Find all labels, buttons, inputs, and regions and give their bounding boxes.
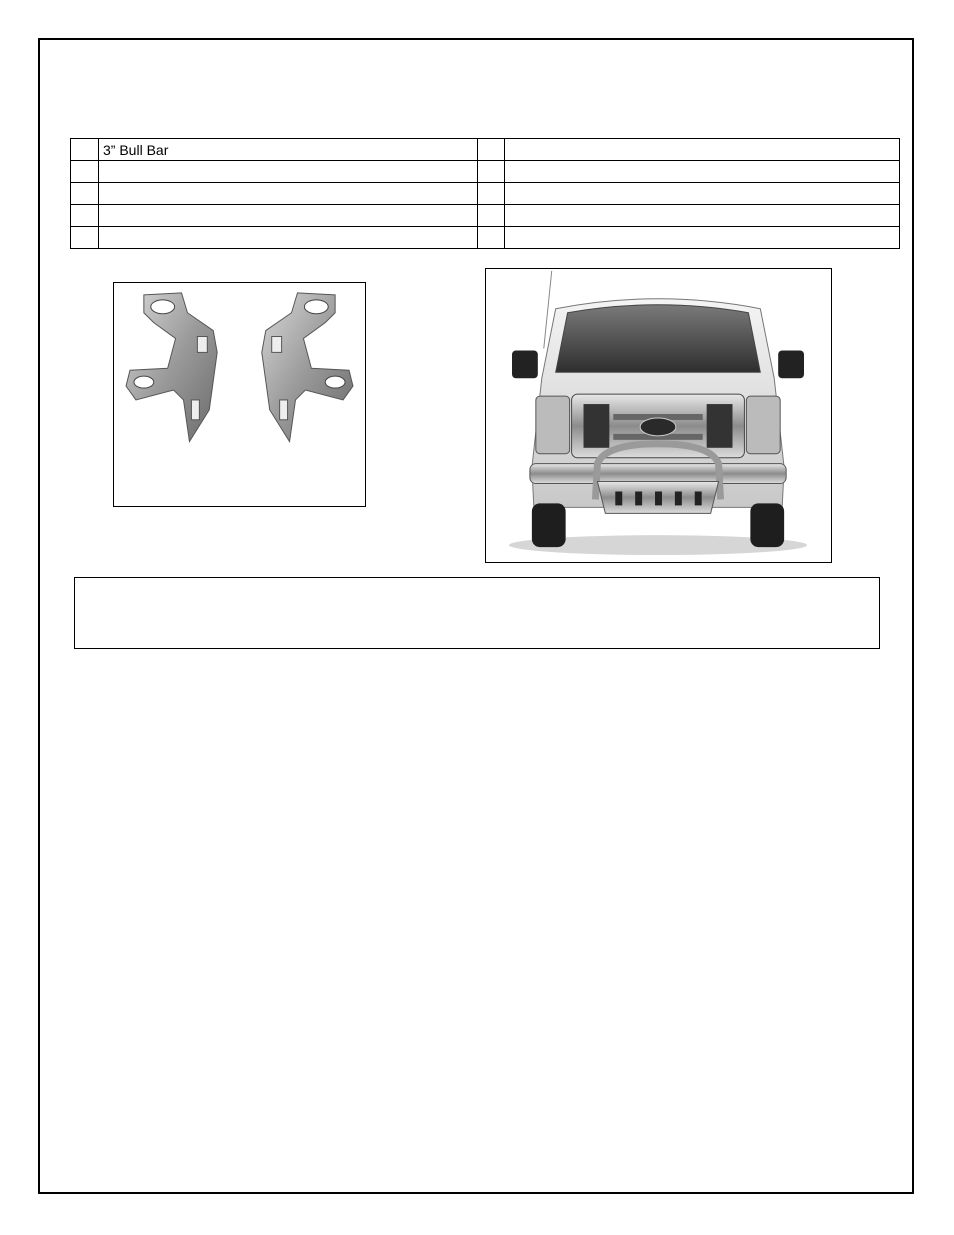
part-number-cell <box>478 139 505 161</box>
part-description-cell <box>99 227 478 249</box>
part-number-cell <box>71 227 99 249</box>
part-description-cell <box>505 161 900 183</box>
part-description-cell <box>99 183 478 205</box>
part-description-cell <box>505 205 900 227</box>
part-number-cell <box>71 139 99 161</box>
brand-emblem <box>640 418 676 436</box>
part-description-cell <box>505 139 900 161</box>
part-number-cell <box>71 205 99 227</box>
part-description-cell <box>505 227 900 249</box>
right-bracket <box>262 293 353 442</box>
part-description-cell <box>99 161 478 183</box>
part-number-cell <box>478 183 505 205</box>
part-number-cell <box>478 227 505 249</box>
mounting-brackets-illustration <box>114 283 365 506</box>
van-illustration <box>486 269 831 562</box>
part-number-cell <box>71 183 99 205</box>
part-description-cell: 3” Bull Bar <box>99 139 478 161</box>
table-row <box>71 139 900 161</box>
mounting-brackets-photo <box>113 282 366 507</box>
part-description-cell <box>99 205 478 227</box>
parts-table <box>70 138 900 249</box>
part-number-cell <box>478 161 505 183</box>
notice-box <box>74 577 880 649</box>
table-row <box>71 205 900 227</box>
van-with-bull-bar-photo <box>485 268 832 563</box>
part-description-cell <box>505 183 900 205</box>
table-row <box>71 183 900 205</box>
part-number-cell <box>71 161 99 183</box>
left-bracket <box>126 293 217 442</box>
table-row <box>71 227 900 249</box>
part-number-cell <box>478 205 505 227</box>
table-row <box>71 161 900 183</box>
